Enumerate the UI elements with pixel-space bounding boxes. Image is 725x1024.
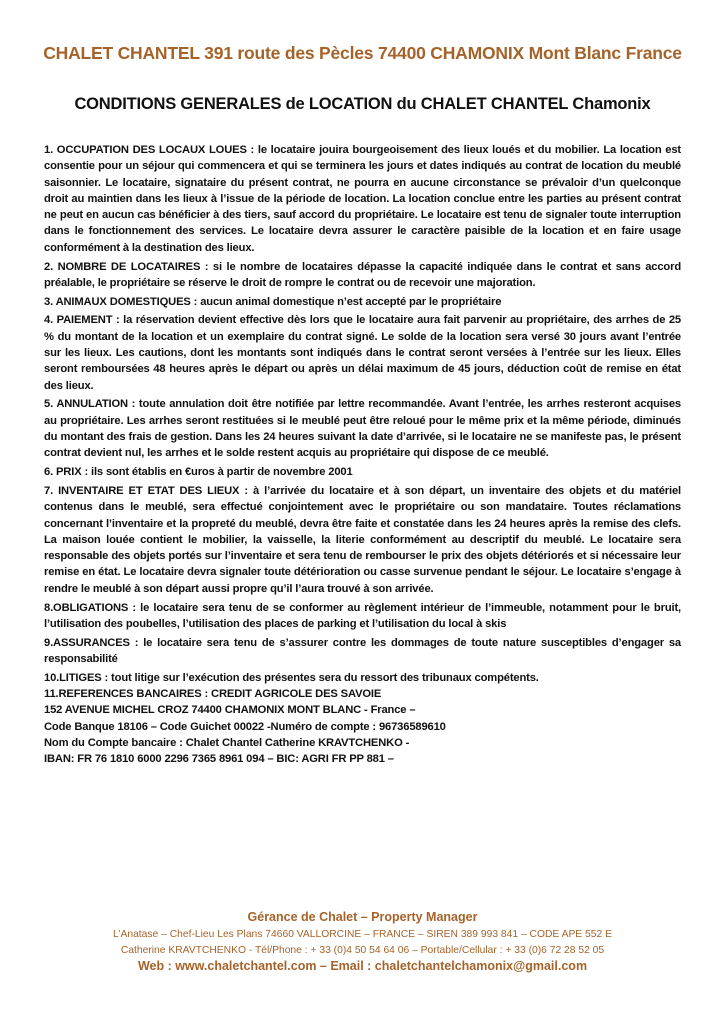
section-occupation: 1. OCCUPATION DES LOCAUX LOUES : le locataire jouira bourgeoisement des lieux loués et du mobilier. La location est consentie pour un séjour qui commencera et qui se terminera les jours et dates indiqués au contrat de location du meublé saisonnier. Le locataire, signataire du présent contrat, ne pourra en aucune circonstance se prévaloir d’un quelconque droit au maintien dans les lieux à l’issue de la période de location. La location conclue entre les parties au présent contrat ne peut en aucun cas bénéficier à des tiers, sauf accord du propriétaire. Le locataire est tenu de signaler toute interruption dans le fonctionnement des services. Le locataire devra assurer le caractère paisible de la location et en faire usage conformément à la destination des lieux. xyxy=(44,144,681,254)
bank-account-name: Nom du Compte bancaire : Chalet Chantel Catherine KRAVTCHENKO - xyxy=(44,736,410,749)
bank-iban: IBAN: FR 76 1810 6000 2296 7365 8961 094 – BIC: AGRI FR PP 881 – xyxy=(44,753,394,766)
section-obligations: 8.OBLIGATIONS : le locataire sera tenu de se conformer au règlement intérieur de l’immeuble, notamment pour le bruit, l’utilisation des poubelles, l’utilisation des places de parking et l’utilisation du local à skis xyxy=(44,601,681,630)
footer-address: L’Anatase – Chef-Lieu Les Plans 74660 VALLORCINE – FRANCE – SIREN 389 993 841 – CODE APE 552 E xyxy=(113,929,612,940)
section-litiges: 10.LITIGES : tout litige sur l’exécution des présentes sera du ressort des tribunaux compétents. xyxy=(44,671,539,684)
footer-web-email[interactable]: Web : www.chaletchantel.com – Email : chaletchantelchamonix@gmail.com xyxy=(137,959,588,973)
conditions-body xyxy=(44,142,681,767)
document-title: CONDITIONS GENERALES de LOCATION du CHALET CHANTEL Chamonix xyxy=(74,95,651,113)
section-inventaire: 7. INVENTAIRE ET ETAT DES LIEUX : à l’arrivée du locataire et à son départ, un inventaire des objets et du matériel contenus dans le meublé, sera effectué conjointement avec le propriétaire ou son mandataire. Toutes réclamations concernant l’inventaire et la propreté du meublé, devra être faite et constatée dans les 24 heures après la remise des clefs. La maison louée contient le mobilier, la vaisselle, la literie conformément au descriptif du meublé. Le locataire sera responsable des objets portés sur l’inventaire et sera tenu de rembourser le prix des objets détériorés et si nécessaire leur remise en état. Le locataire devra signaler toute détérioration ou casse survenue pendant le séjour. Le locataire s’engage à rendre le meublé à son départ aussi propre qu’il l’aura trouvé à son arrivée. xyxy=(44,484,681,595)
bank-heading: 11.REFERENCES BANCAIRES : CREDIT AGRICOLE DES SAVOIE xyxy=(44,688,382,700)
section-annulation: 5. ANNULATION : toute annulation doit être notifiée par lettre recommandée. Avant l’entrée, les arrhes resteront acquises au propriétaire. Les arrhes seront restituées si le meublé peut être reloué pour le même prix et la même période, diminués du montant des frais de gestion. Dans les 24 heures suivant la date d’arrivée, si le locataire ne se manifeste pas, le présent contrat devient nul, les arrhes et le solde restent acquis au propriétaire qui dispose de ce meublé. xyxy=(44,398,681,460)
footer-phone: Catherine KRAVTCHENKO - Tél/Phone : + 33 (0)4 50 54 64 06 – Portable/Cellular : + 33 (0)6 72 28 52 05 xyxy=(120,945,605,956)
section-assurances: 9.ASSURANCES : le locataire sera tenu de s’assurer contre les dommages de toute nature susceptibles d’engager sa responsabilité xyxy=(44,636,681,665)
footer-title: Gérance de Chalet – Property Manager xyxy=(247,910,478,924)
section-nombre-locataires: 2. NOMBRE DE LOCATAIRES : si le nombre de locataires dépasse la capacité indiquée dans le contrat et sans accord préalable, le propriétaire se réserve le droit de rompre le contrat ou de recevoir une majoration. xyxy=(44,260,681,289)
bank-codes: Code Banque 18106 – Code Guichet 00022 -Numéro de compte : 96736589610 xyxy=(44,720,446,733)
section-prix: 6. PRIX : ils sont établis en €uros à partir de novembre 2001 xyxy=(44,466,353,479)
chalet-header: CHALET CHANTEL 391 route des Pècles 74400 CHAMONIX Mont Blanc France xyxy=(43,43,682,63)
section-paiement: 4. PAIEMENT : la réservation devient effective dès lors que le locataire aura fait parvenir au propriétaire, des arrhes de 25 % du montant de la location et un exemplaire du contrat signé. Le solde de la location sera versé 30 jours avant l’entrée sur les lieux. Les cautions, dont les montants sont indiqués dans le contrat seront versées à l’entrée sur les lieux. Elles seront remboursées 48 heures après le départ ou après un délai maximum de 45 jours, déduction coût de remise en état des lieux. xyxy=(44,314,681,392)
section-animaux: 3. ANIMAUX DOMESTIQUES : aucun animal domestique n’est accepté par le propriétaire xyxy=(44,295,502,308)
bank-address: 152 AVENUE MICHEL CROZ 74400 CHAMONIX MONT BLANC - France – xyxy=(44,704,416,717)
